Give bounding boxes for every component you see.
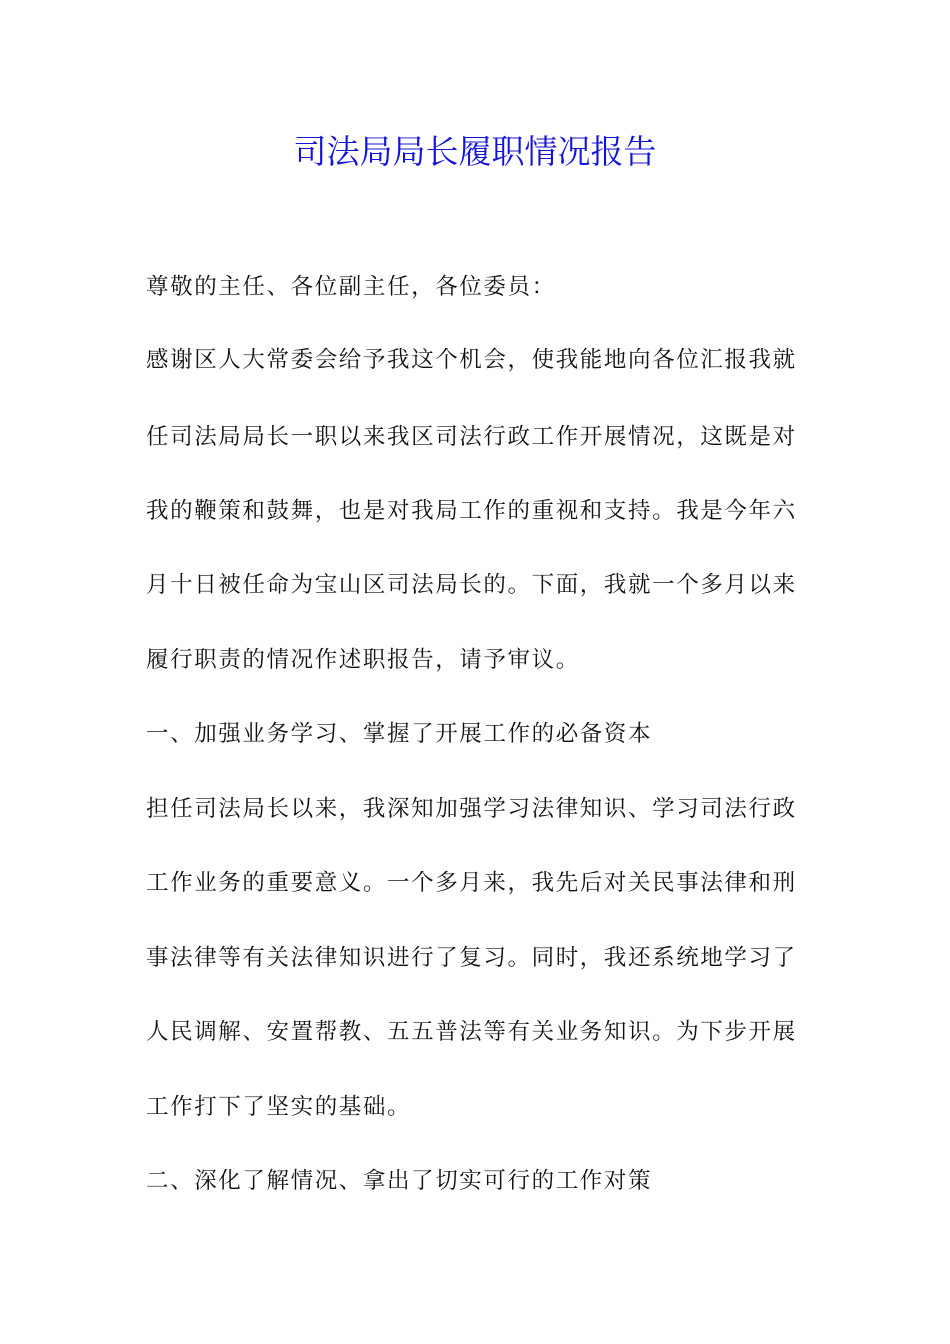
paragraph-line: 工作业务的重要意义。一个多月来，我先后对关民事法律和刑 <box>146 870 797 896</box>
paragraph-line: 我的鞭策和鼓舞，也是对我局工作的重视和支持。我是今年六 <box>146 498 797 524</box>
paragraph-line: 履行职责的情况作述职报告，请予审议。 <box>146 647 580 673</box>
paragraph-line: 感谢区人大常委会给予我这个机会，使我能地向各位汇报我就 <box>146 347 797 373</box>
paragraph-line: 月十日被任命为宝山区司法局长的。下面，我就一个多月以来 <box>146 572 797 598</box>
section-heading: 二、深化了解情况、拿出了切实可行的工作对策 <box>146 1168 653 1194</box>
paragraph-line: 担任司法局长以来，我深知加强学习法律知识、学习司法行政 <box>146 796 797 822</box>
document-title: 司法局局长履职情况报告 <box>293 132 657 171</box>
section-heading: 一、加强业务学习、掌握了开展工作的必备资本 <box>146 721 653 747</box>
paragraph-line: 事法律等有关法律知识进行了复习。同时，我还系统地学习了 <box>146 945 797 971</box>
paragraph-line: 任司法局局长一职以来我区司法行政工作开展情况，这既是对 <box>146 424 797 450</box>
paragraph-line: 人民调解、安置帮教、五五普法等有关业务知识。为下步开展 <box>146 1019 797 1045</box>
salutation: 尊敬的主任、各位副主任，各位委员： <box>146 274 556 300</box>
paragraph-line: 工作打下了坚实的基础。 <box>146 1094 412 1120</box>
